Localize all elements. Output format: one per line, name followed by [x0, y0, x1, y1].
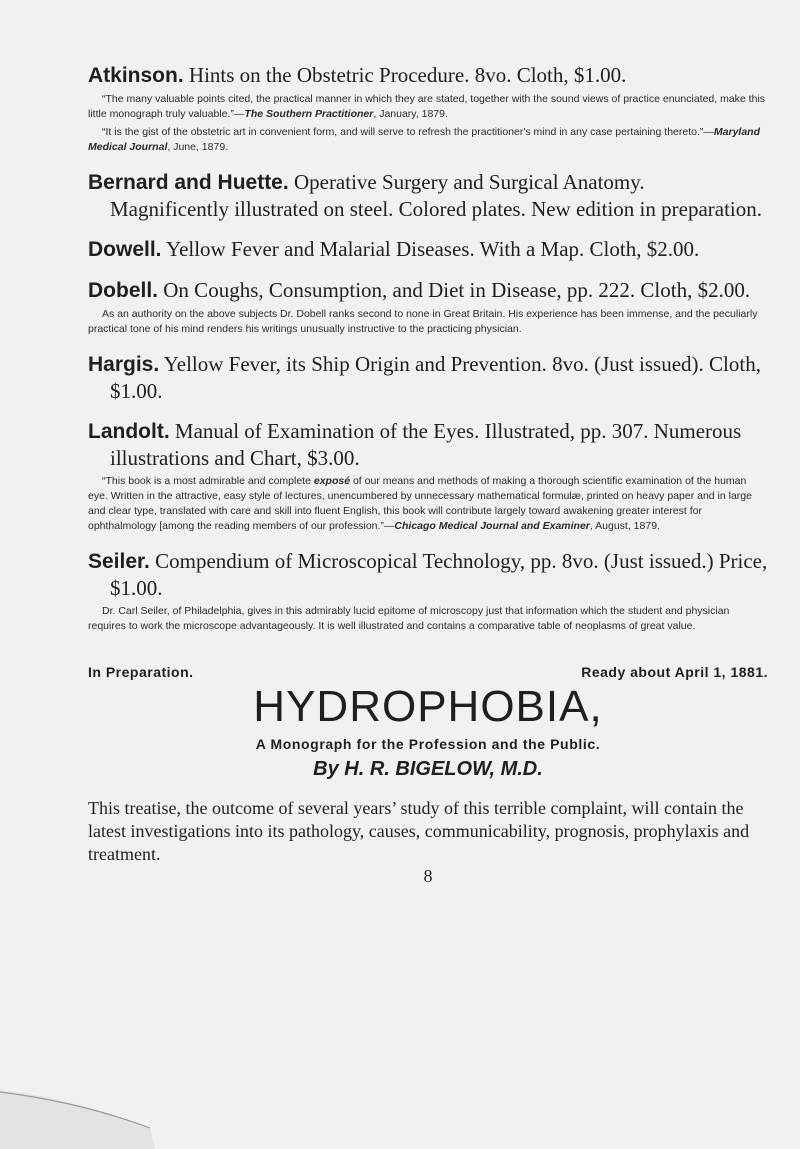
entry-author: Atkinson. [88, 64, 184, 87]
entry-title: Yellow Fever and Malarial Diseases. With a Map. Cloth, $2.00. [166, 237, 700, 261]
announcement-subtitle: A Monograph for the Profession and the Public. [255, 736, 601, 752]
entry-dobell [88, 277, 768, 337]
entry-author: Landolt. [88, 420, 170, 443]
announcement-description: This treatise, the outcome of several years’ study of this terrible complaint, will contain the latest investigations into its pathology, causes, communicability, prognosis, prophylaxis and treatment. [88, 798, 750, 864]
entry-seiler [88, 548, 768, 634]
announcement-bar [88, 664, 768, 680]
entry-heading [88, 418, 768, 471]
entry-author: Hargis. [88, 353, 160, 376]
entry-heading [88, 351, 768, 404]
announcement-byline: By H. R. BIGELOW, M.D. [313, 758, 543, 780]
entry-title: Compendium of Microscopical Technology, pp. 8vo. (Just issued.) Price, $1.00. [110, 549, 768, 600]
announcement-release-date: Ready about April 1, 1881. [581, 664, 768, 680]
page-edge-shadow [0, 1000, 800, 1149]
review-quote: As an authority on the above subjects Dr. Dobell ranks second to none in Great Britain. His experience has been immense, and the peculiarly practical tone of his mind renders his writings unusually instructive to the practicing physician. [88, 308, 758, 335]
entry-title: On Coughs, Consumption, and Diet in Disease, pp. 222. Cloth, $2.00. [163, 278, 751, 302]
review-quote: “It is the gist of the obstetric art in convenient form, and will serve to refresh the practitioner's mind in any case pertaining thereto.”—Maryland Medical Journal, June, 1879. [88, 126, 760, 153]
review-quote: “The many valuable points cited, the practical manner in which they are stated, together with the sound views of practice enunciated, make this little monograph truly valuable.”—The Southern Practitioner, January, 1879. [88, 93, 766, 120]
entry-title: Hints on the Obstetric Procedure. 8vo. Cloth, $1.00. [188, 63, 627, 87]
catalog-page [88, 62, 768, 886]
entry-hargis [88, 351, 768, 404]
entry-landolt [88, 418, 768, 534]
entry-heading [88, 169, 768, 222]
entry-title: Manual of Examination of the Eyes. Illustrated, pp. 307. Numerous illustrations and Chart, $3.00. [110, 419, 742, 470]
announcement-status: In Preparation. [88, 664, 194, 680]
entry-heading [88, 236, 768, 263]
review-quote: “This book is a most admirable and complete exposé of our means and methods of making a thorough scientific examination of the human eye. Written in the attractive, easy style of lectures, unencumbered by unnecessary mathematical formulæ, printed on heavy paper and in large and clear type, translated with care and skill into fluent English, this book will contribute largely toward awakening greater interest for ophthalmology [among the reading members of our profession.”—Chicago Medical Journal and Examiner, August, 1879. [88, 475, 752, 532]
page-curl-line [0, 1090, 155, 1149]
entry-author: Seiler. [88, 550, 150, 573]
entry-author: Dobell. [88, 279, 159, 302]
entry-heading [88, 548, 768, 601]
entry-author: Bernard and Huette. [88, 171, 289, 194]
entry-atkinson [88, 62, 768, 155]
entry-heading [88, 277, 768, 304]
entry-author: Dowell. [88, 238, 162, 261]
page-number: 8 [423, 866, 433, 886]
entry-dowell [88, 236, 768, 263]
entry-title: Yellow Fever, its Ship Origin and Prevention. 8vo. (Just issued). Cloth, $1.00. [110, 352, 761, 403]
entry-title: Operative Surgery and Surgical Anatomy. Magnificently illustrated on steel. Colored plates. New edition in preparation. [110, 170, 762, 221]
review-quote: Dr. Carl Seiler, of Philadelphia, gives in this admirably lucid epitome of microscopy just that information which the student and physician requires to work the microscope advantageously. It is well illustrated and contains a comparative table of neoplasms of great value. [88, 605, 730, 632]
entry-heading [88, 62, 768, 89]
entry-bernard-huette [88, 169, 768, 222]
announcement-title: HYDROPHOBIA, [253, 682, 603, 731]
